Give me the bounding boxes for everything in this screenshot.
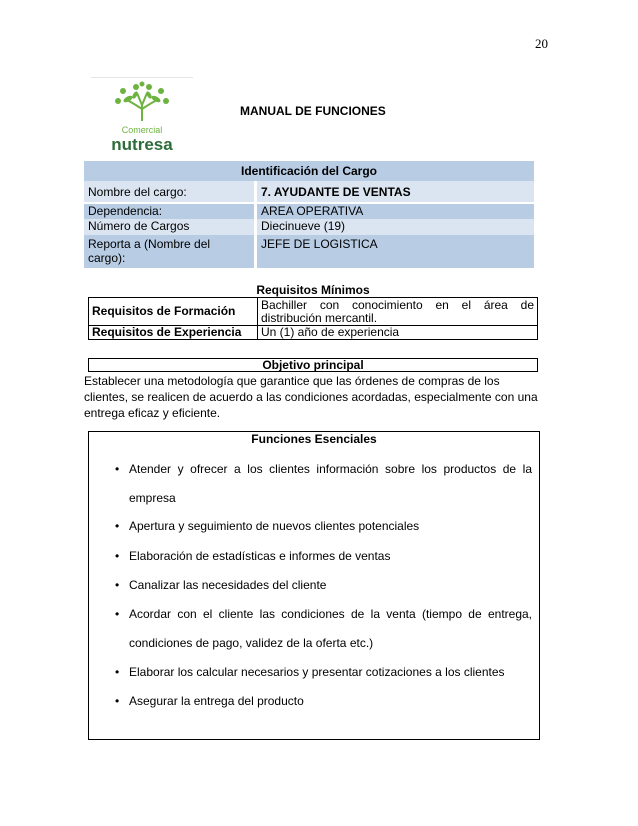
requisitos-heading: Requisitos Mínimos [89, 284, 538, 298]
company-logo [91, 77, 193, 159]
bullet-icon: • [115, 549, 120, 563]
row-value: JEFE DE LOGISTICA [256, 235, 535, 268]
formacion-value: Bachiller con conocimiento en el área de distribución mercantil. [258, 298, 538, 326]
row-label: Dependencia: [84, 203, 256, 219]
logo-text-comercial: Comercial [121, 125, 163, 135]
row-label: Nombre del cargo: [84, 181, 256, 203]
row-value: AREA OPERATIVA [256, 203, 535, 219]
objetivo-text: Establecer una metodología que garantice que las órdenes de compras de los clientes, se realicen de acuerdo a las condiciones acordadas, especialmente con una entrega eficaz y eficiente. [84, 374, 538, 420]
funciones-heading: Funciones Esenciales [251, 432, 377, 446]
row-label: Reporta a (Nombre del cargo): [84, 235, 256, 268]
bullet-icon: • [115, 578, 120, 592]
objetivo-heading: Objetivo principal [88, 358, 538, 372]
row-value: 7. AYUDANTE DE VENTAS [256, 181, 535, 203]
tree-logo-icon [91, 77, 193, 159]
page-number: 20 [535, 36, 548, 51]
table-row [89, 298, 538, 326]
bullet-icon: • [115, 665, 120, 679]
bullet-icon: • [115, 519, 120, 533]
list-item: Canalizar las necesidades del cliente [129, 578, 327, 592]
identificacion-table [84, 161, 534, 268]
list-item: Acordar con el cliente las condiciones de la venta (tiempo de entrega, condiciones de pago, validez de la oferta etc.) [129, 607, 532, 650]
table-row [89, 326, 538, 340]
table-row [84, 181, 534, 203]
formacion-label: Requisitos de Formación [89, 298, 258, 326]
table-row [84, 235, 534, 268]
requisitos-table [88, 284, 538, 340]
experiencia-value: Un (1) año de experiencia [258, 326, 538, 340]
table-row [84, 219, 534, 235]
list-item: Atender y ofrecer a los clientes información sobre los productos de la empresa [129, 462, 532, 505]
identificacion-heading: Identificación del Cargo [84, 161, 534, 181]
logo-text-nutresa: nutresa [111, 135, 173, 154]
bullet-icon: • [115, 462, 120, 476]
experiencia-label: Requisitos de Experiencia [89, 326, 258, 340]
table-row [84, 203, 534, 219]
identificacion-heading-row [84, 161, 534, 181]
row-label: Número de Cargos [84, 219, 256, 235]
list-item: Asegurar la entrega del producto [129, 694, 304, 708]
bullet-icon: • [115, 694, 120, 708]
bullet-icon: • [115, 607, 120, 621]
row-value: Diecinueve (19) [256, 219, 535, 235]
list-item: Elaborar los calcular necesarios y presentar cotizaciones a los clientes [129, 665, 505, 679]
list-item: Apertura y seguimiento de nuevos clientes potenciales [129, 519, 420, 533]
list-item: Elaboración de estadísticas e informes de ventas [129, 549, 391, 563]
document-title: MANUAL DE FUNCIONES [240, 104, 386, 118]
funciones-box [88, 431, 540, 740]
requisitos-heading-row [89, 284, 538, 298]
